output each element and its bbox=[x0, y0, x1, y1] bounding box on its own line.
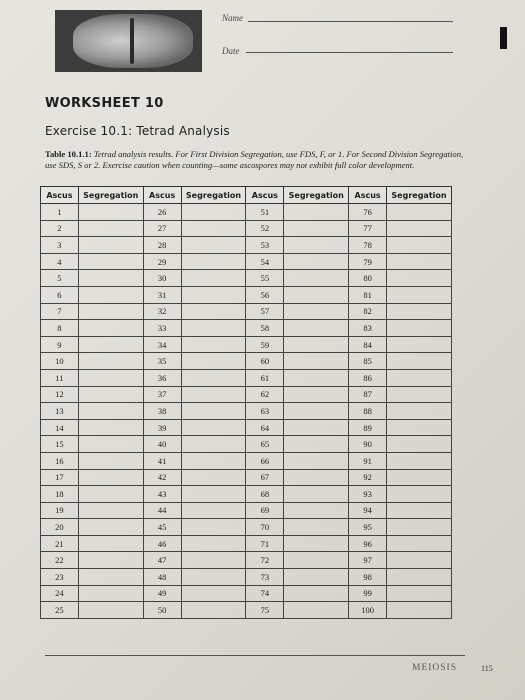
ascus-number: 40 bbox=[143, 436, 181, 453]
ascus-number: 39 bbox=[143, 419, 181, 436]
table-row bbox=[41, 552, 452, 569]
table-row bbox=[41, 270, 452, 287]
table-row bbox=[41, 403, 452, 420]
ascus-number: 43 bbox=[143, 486, 181, 503]
segregation-cell[interactable] bbox=[78, 369, 143, 386]
ascus-number: 2 bbox=[41, 220, 79, 237]
segregation-cell[interactable] bbox=[78, 237, 143, 254]
segregation-cell[interactable] bbox=[386, 502, 451, 519]
segregation-cell[interactable] bbox=[181, 320, 246, 337]
segregation-cell[interactable] bbox=[386, 535, 451, 552]
ascus-number: 4 bbox=[41, 253, 79, 270]
segregation-cell[interactable] bbox=[386, 469, 451, 486]
footer-rule bbox=[45, 655, 465, 656]
ascus-number: 67 bbox=[246, 469, 284, 486]
ascus-number: 83 bbox=[349, 320, 387, 337]
ascus-number: 68 bbox=[246, 486, 284, 503]
segregation-cell[interactable] bbox=[181, 286, 246, 303]
segregation-cell[interactable] bbox=[181, 336, 246, 353]
segregation-cell[interactable] bbox=[78, 535, 143, 552]
ascus-number: 77 bbox=[349, 220, 387, 237]
segregation-cell[interactable] bbox=[386, 253, 451, 270]
ascus-number: 60 bbox=[246, 353, 284, 370]
table-row bbox=[41, 237, 452, 254]
ascus-number: 75 bbox=[246, 602, 284, 619]
segregation-cell[interactable] bbox=[284, 270, 349, 287]
segregation-cell[interactable] bbox=[78, 353, 143, 370]
segregation-cell[interactable] bbox=[181, 270, 246, 287]
segregation-cell[interactable] bbox=[78, 569, 143, 586]
segregation-cell[interactable] bbox=[386, 552, 451, 569]
ascus-number: 86 bbox=[349, 369, 387, 386]
ascus-number: 33 bbox=[143, 320, 181, 337]
segregation-cell[interactable] bbox=[386, 320, 451, 337]
ascus-number: 99 bbox=[349, 585, 387, 602]
table-row bbox=[41, 486, 452, 503]
ascus-number: 19 bbox=[41, 502, 79, 519]
ascus-number: 9 bbox=[41, 336, 79, 353]
ascus-number: 49 bbox=[143, 585, 181, 602]
segregation-cell[interactable] bbox=[284, 486, 349, 503]
segregation-cell[interactable] bbox=[181, 403, 246, 420]
header-photo bbox=[55, 10, 202, 72]
ascus-number: 23 bbox=[41, 569, 79, 586]
header-segregation: Segregation bbox=[181, 187, 246, 204]
segregation-cell[interactable] bbox=[284, 585, 349, 602]
ascus-number: 58 bbox=[246, 320, 284, 337]
segregation-cell[interactable] bbox=[386, 270, 451, 287]
segregation-cell[interactable] bbox=[386, 419, 451, 436]
segregation-cell[interactable] bbox=[386, 336, 451, 353]
segregation-cell[interactable] bbox=[181, 237, 246, 254]
segregation-cell[interactable] bbox=[181, 535, 246, 552]
ascus-number: 42 bbox=[143, 469, 181, 486]
ascus-number: 93 bbox=[349, 486, 387, 503]
ascus-number: 34 bbox=[143, 336, 181, 353]
segregation-cell[interactable] bbox=[78, 253, 143, 270]
segregation-cell[interactable] bbox=[284, 286, 349, 303]
header-ascus: Ascus bbox=[143, 187, 181, 204]
segregation-cell[interactable] bbox=[181, 569, 246, 586]
ascus-number: 3 bbox=[41, 237, 79, 254]
margin-mark bbox=[500, 27, 507, 49]
segregation-cell[interactable] bbox=[386, 204, 451, 221]
ascus-number: 66 bbox=[246, 452, 284, 469]
header-segregation: Segregation bbox=[386, 187, 451, 204]
ascus-number: 12 bbox=[41, 386, 79, 403]
ascus-number: 28 bbox=[143, 237, 181, 254]
ascus-number: 10 bbox=[41, 353, 79, 370]
ascus-number: 91 bbox=[349, 452, 387, 469]
ascus-number: 27 bbox=[143, 220, 181, 237]
ascus-number: 48 bbox=[143, 569, 181, 586]
segregation-cell[interactable] bbox=[284, 320, 349, 337]
segregation-cell[interactable] bbox=[284, 237, 349, 254]
ascus-number: 51 bbox=[246, 204, 284, 221]
ascus-number: 29 bbox=[143, 253, 181, 270]
ascus-number: 17 bbox=[41, 469, 79, 486]
segregation-cell[interactable] bbox=[284, 469, 349, 486]
segregation-cell[interactable] bbox=[181, 220, 246, 237]
specimen-divider bbox=[130, 18, 134, 64]
ascus-number: 94 bbox=[349, 502, 387, 519]
table-caption bbox=[45, 149, 465, 170]
segregation-cell[interactable] bbox=[78, 320, 143, 337]
segregation-cell[interactable] bbox=[78, 502, 143, 519]
date-line[interactable] bbox=[246, 52, 453, 53]
segregation-cell[interactable] bbox=[78, 436, 143, 453]
name-line[interactable] bbox=[248, 21, 453, 22]
ascus-number: 98 bbox=[349, 569, 387, 586]
table-body bbox=[41, 204, 452, 619]
segregation-cell[interactable] bbox=[386, 486, 451, 503]
ascus-number: 14 bbox=[41, 419, 79, 436]
tetrad-table bbox=[40, 186, 452, 619]
ascus-number: 100 bbox=[349, 602, 387, 619]
ascus-number: 70 bbox=[246, 519, 284, 536]
segregation-cell[interactable] bbox=[284, 369, 349, 386]
segregation-cell[interactable] bbox=[284, 602, 349, 619]
segregation-cell[interactable] bbox=[284, 253, 349, 270]
ascus-number: 57 bbox=[246, 303, 284, 320]
segregation-cell[interactable] bbox=[284, 353, 349, 370]
ascus-number: 35 bbox=[143, 353, 181, 370]
segregation-cell[interactable] bbox=[181, 386, 246, 403]
ascus-number: 20 bbox=[41, 519, 79, 536]
worksheet-title: WORKSHEET 10 bbox=[45, 96, 164, 111]
table-row bbox=[41, 220, 452, 237]
segregation-cell[interactable] bbox=[78, 220, 143, 237]
segregation-cell[interactable] bbox=[386, 519, 451, 536]
segregation-cell[interactable] bbox=[386, 303, 451, 320]
ascus-number: 63 bbox=[246, 403, 284, 420]
table-row bbox=[41, 386, 452, 403]
segregation-cell[interactable] bbox=[386, 569, 451, 586]
ascus-number: 5 bbox=[41, 270, 79, 287]
segregation-cell[interactable] bbox=[78, 602, 143, 619]
segregation-cell[interactable] bbox=[386, 369, 451, 386]
segregation-cell[interactable] bbox=[181, 436, 246, 453]
segregation-cell[interactable] bbox=[284, 535, 349, 552]
ascus-number: 78 bbox=[349, 237, 387, 254]
footer-section: MEIOSIS bbox=[412, 663, 458, 673]
table-row bbox=[41, 602, 452, 619]
segregation-cell[interactable] bbox=[181, 552, 246, 569]
ascus-number: 87 bbox=[349, 386, 387, 403]
ascus-number: 97 bbox=[349, 552, 387, 569]
table-row bbox=[41, 204, 452, 221]
ascus-number: 30 bbox=[143, 270, 181, 287]
segregation-cell[interactable] bbox=[78, 270, 143, 287]
ascus-number: 80 bbox=[349, 270, 387, 287]
date-label: Date bbox=[222, 46, 240, 56]
segregation-cell[interactable] bbox=[284, 303, 349, 320]
segregation-cell[interactable] bbox=[181, 369, 246, 386]
segregation-cell[interactable] bbox=[181, 452, 246, 469]
segregation-cell[interactable] bbox=[284, 552, 349, 569]
ascus-number: 50 bbox=[143, 602, 181, 619]
ascus-number: 25 bbox=[41, 602, 79, 619]
ascus-number: 85 bbox=[349, 353, 387, 370]
ascus-number: 46 bbox=[143, 535, 181, 552]
segregation-cell[interactable] bbox=[386, 585, 451, 602]
ascus-number: 84 bbox=[349, 336, 387, 353]
ascus-number: 92 bbox=[349, 469, 387, 486]
ascus-number: 26 bbox=[143, 204, 181, 221]
ascus-number: 1 bbox=[41, 204, 79, 221]
ascus-number: 64 bbox=[246, 419, 284, 436]
ascus-number: 73 bbox=[246, 569, 284, 586]
ascus-number: 53 bbox=[246, 237, 284, 254]
segregation-cell[interactable] bbox=[284, 436, 349, 453]
segregation-cell[interactable] bbox=[78, 336, 143, 353]
ascus-number: 47 bbox=[143, 552, 181, 569]
table-row bbox=[41, 419, 452, 436]
segregation-cell[interactable] bbox=[181, 419, 246, 436]
ascus-number: 82 bbox=[349, 303, 387, 320]
segregation-cell[interactable] bbox=[386, 237, 451, 254]
ascus-number: 37 bbox=[143, 386, 181, 403]
table-row bbox=[41, 336, 452, 353]
ascus-number: 22 bbox=[41, 552, 79, 569]
table-row bbox=[41, 320, 452, 337]
header-ascus: Ascus bbox=[349, 187, 387, 204]
segregation-cell[interactable] bbox=[78, 419, 143, 436]
ascus-number: 65 bbox=[246, 436, 284, 453]
ascus-number: 74 bbox=[246, 585, 284, 602]
segregation-cell[interactable] bbox=[386, 220, 451, 237]
table-row bbox=[41, 303, 452, 320]
segregation-cell[interactable] bbox=[181, 486, 246, 503]
ascus-number: 13 bbox=[41, 403, 79, 420]
segregation-cell[interactable] bbox=[181, 602, 246, 619]
ascus-number: 36 bbox=[143, 369, 181, 386]
segregation-cell[interactable] bbox=[386, 286, 451, 303]
segregation-cell[interactable] bbox=[284, 452, 349, 469]
ascus-number: 88 bbox=[349, 403, 387, 420]
table-row bbox=[41, 535, 452, 552]
segregation-cell[interactable] bbox=[181, 585, 246, 602]
segregation-cell[interactable] bbox=[386, 403, 451, 420]
ascus-number: 81 bbox=[349, 286, 387, 303]
ascus-number: 38 bbox=[143, 403, 181, 420]
segregation-cell[interactable] bbox=[284, 386, 349, 403]
ascus-number: 24 bbox=[41, 585, 79, 602]
segregation-cell[interactable] bbox=[284, 519, 349, 536]
ascus-number: 96 bbox=[349, 535, 387, 552]
header-segregation: Segregation bbox=[78, 187, 143, 204]
segregation-cell[interactable] bbox=[181, 303, 246, 320]
table-row bbox=[41, 469, 452, 486]
segregation-cell[interactable] bbox=[284, 336, 349, 353]
ascus-number: 15 bbox=[41, 436, 79, 453]
header-segregation: Segregation bbox=[284, 187, 349, 204]
segregation-cell[interactable] bbox=[78, 204, 143, 221]
ascus-number: 45 bbox=[143, 519, 181, 536]
ascus-number: 55 bbox=[246, 270, 284, 287]
ascus-number: 59 bbox=[246, 336, 284, 353]
table-header-row bbox=[41, 187, 452, 204]
segregation-cell[interactable] bbox=[78, 286, 143, 303]
ascus-number: 56 bbox=[246, 286, 284, 303]
ascus-number: 7 bbox=[41, 303, 79, 320]
segregation-cell[interactable] bbox=[181, 204, 246, 221]
segregation-cell[interactable] bbox=[284, 502, 349, 519]
segregation-cell[interactable] bbox=[386, 436, 451, 453]
ascus-number: 8 bbox=[41, 320, 79, 337]
ascus-number: 32 bbox=[143, 303, 181, 320]
segregation-cell[interactable] bbox=[284, 419, 349, 436]
header-ascus: Ascus bbox=[246, 187, 284, 204]
segregation-cell[interactable] bbox=[284, 403, 349, 420]
table-row bbox=[41, 286, 452, 303]
ascus-number: 72 bbox=[246, 552, 284, 569]
ascus-number: 61 bbox=[246, 369, 284, 386]
table-row bbox=[41, 502, 452, 519]
segregation-cell[interactable] bbox=[78, 386, 143, 403]
segregation-cell[interactable] bbox=[78, 452, 143, 469]
segregation-cell[interactable] bbox=[386, 602, 451, 619]
ascus-number: 54 bbox=[246, 253, 284, 270]
segregation-cell[interactable] bbox=[181, 502, 246, 519]
table-row bbox=[41, 585, 452, 602]
segregation-cell[interactable] bbox=[284, 569, 349, 586]
ascus-number: 52 bbox=[246, 220, 284, 237]
segregation-cell[interactable] bbox=[78, 486, 143, 503]
segregation-cell[interactable] bbox=[181, 253, 246, 270]
caption-text: Tetrad analysis results. For First Division Segregation, use FDS, F, or 1. For Second Division Segregation, use SDS, S or 2. Exercise caution when counting—some ascospores may not exhibit full color development. bbox=[45, 149, 464, 170]
ascus-number: 11 bbox=[41, 369, 79, 386]
ascus-number: 21 bbox=[41, 535, 79, 552]
ascus-number: 62 bbox=[246, 386, 284, 403]
segregation-cell[interactable] bbox=[78, 469, 143, 486]
header-ascus: Ascus bbox=[41, 187, 79, 204]
segregation-cell[interactable] bbox=[386, 353, 451, 370]
ascus-number: 69 bbox=[246, 502, 284, 519]
ascus-number: 18 bbox=[41, 486, 79, 503]
table-row bbox=[41, 569, 452, 586]
segregation-cell[interactable] bbox=[181, 469, 246, 486]
segregation-cell[interactable] bbox=[284, 204, 349, 221]
segregation-cell[interactable] bbox=[78, 303, 143, 320]
ascus-number: 71 bbox=[246, 535, 284, 552]
ascus-number: 41 bbox=[143, 452, 181, 469]
segregation-cell[interactable] bbox=[78, 519, 143, 536]
table-row bbox=[41, 369, 452, 386]
segregation-cell[interactable] bbox=[181, 353, 246, 370]
caption-label: Table 10.1.1: bbox=[45, 149, 92, 159]
ascus-number: 76 bbox=[349, 204, 387, 221]
segregation-cell[interactable] bbox=[181, 519, 246, 536]
ascus-number: 89 bbox=[349, 419, 387, 436]
ascus-number: 90 bbox=[349, 436, 387, 453]
exercise-title: Exercise 10.1: Tetrad Analysis bbox=[45, 124, 230, 138]
ascus-number: 31 bbox=[143, 286, 181, 303]
table-row bbox=[41, 353, 452, 370]
segregation-cell[interactable] bbox=[78, 552, 143, 569]
segregation-cell[interactable] bbox=[386, 452, 451, 469]
ascus-number: 6 bbox=[41, 286, 79, 303]
table-row bbox=[41, 253, 452, 270]
segregation-cell[interactable] bbox=[284, 220, 349, 237]
ascus-number: 95 bbox=[349, 519, 387, 536]
name-label: Name bbox=[222, 13, 243, 23]
table-row bbox=[41, 436, 452, 453]
table-row bbox=[41, 452, 452, 469]
segregation-cell[interactable] bbox=[386, 386, 451, 403]
page-number: 115 bbox=[481, 664, 493, 673]
ascus-number: 16 bbox=[41, 452, 79, 469]
ascus-number: 44 bbox=[143, 502, 181, 519]
segregation-cell[interactable] bbox=[78, 585, 143, 602]
ascus-number: 79 bbox=[349, 253, 387, 270]
table-row bbox=[41, 519, 452, 536]
segregation-cell[interactable] bbox=[78, 403, 143, 420]
